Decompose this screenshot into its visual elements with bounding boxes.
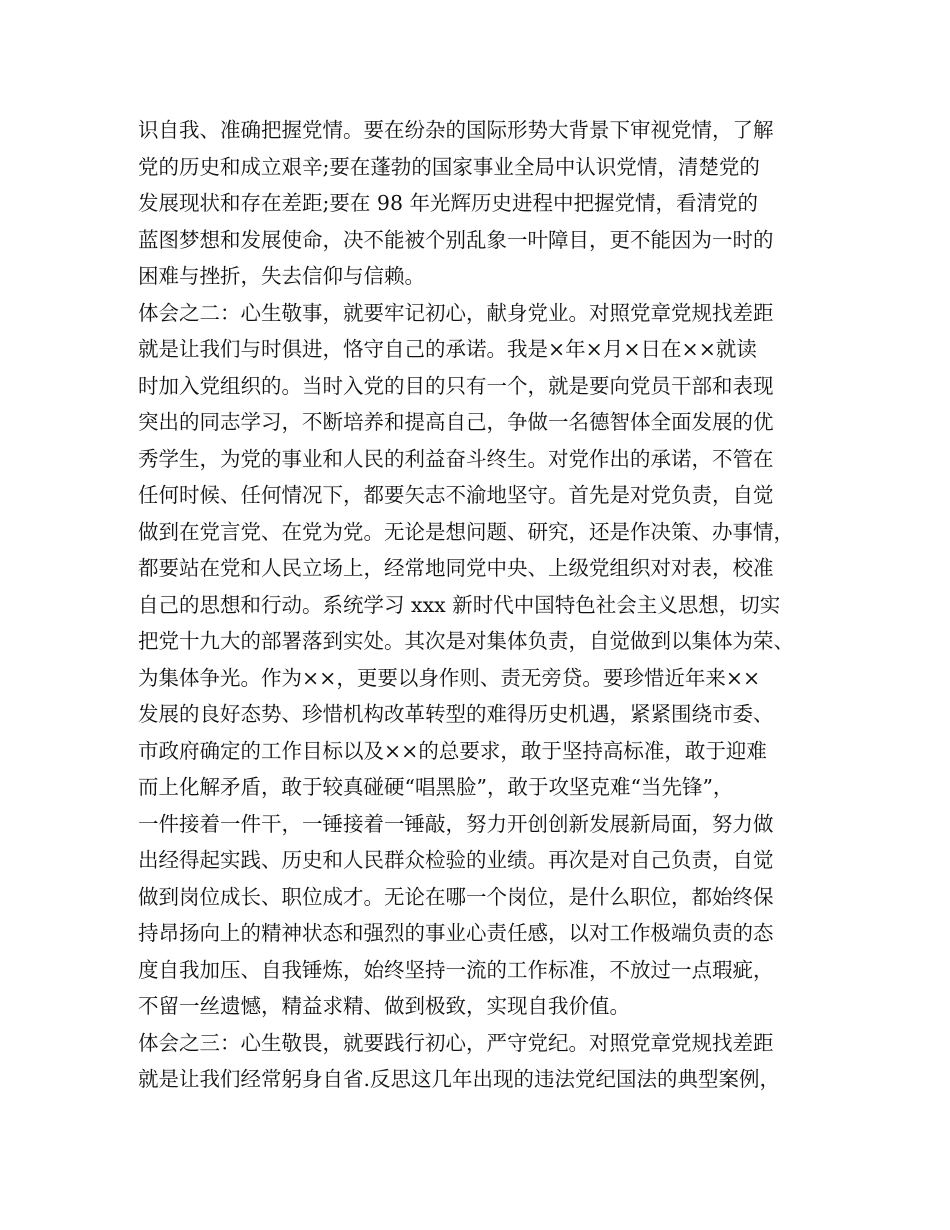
- text-line: 而上化解矛盾，敢于较真碰硬“唱黑脸”，敢于攻坚克难“当先锋”，: [138, 775, 734, 799]
- body-text: [138, 112, 828, 1098]
- text-line: 不留一丝遗憾，精益求精、做到极致，实现自我价值。: [138, 994, 630, 1018]
- text-line: 一件接着一件干，一锤接着一锤敲，努力开创创新发展新局面，努力做: [138, 811, 774, 836]
- text-line: 蓝图梦想和发展使命，决不能被个别乱象一叶障目，更不能因为一时的: [138, 227, 774, 252]
- text-line: 出经得起实践、历史和人民群众检验的业绩。再次是对自己负责，自觉: [138, 848, 774, 872]
- text-line: 做到岗位成长、职位成才。无论在哪一个岗位，是什么职位，都始终保: [138, 884, 774, 909]
- text-line: 体会之二：心生敬事，就要牢记初心，献身党业。对照党章党规找差距: [138, 300, 774, 325]
- text-line: 困难与挫折，失去信仰与信赖。: [138, 264, 425, 288]
- text-line: 秀学生，为党的事业和人民的利益奋斗终生。对党作出的承诺，不管在: [138, 446, 774, 471]
- text-line: 就是让我们与时俱进，恪守自己的承诺。我是×年×月×日在××就读: [138, 337, 757, 361]
- text-line: 任何时候、任何情况下，都要矢志不渝地坚守。首先是对党负责，自觉: [138, 483, 774, 507]
- text-line: 持昂扬向上的精神状态和强烈的事业心责任感，以对工作极端负责的态: [138, 921, 774, 945]
- text-line: 发展现状和存在差距;要在 98 年光辉历史进程中把握党情，看清党的: [138, 191, 759, 215]
- text-line: 时加入党组织的。当时入党的目的只有一个，就是要向党员干部和表现: [138, 373, 774, 398]
- text-line: 自己的思想和行动。系统学习 xxx 新时代中国特色社会主义思想，切实: [138, 592, 781, 617]
- text-line: 突出的同志学习，不断培养和提高自己，争做一名德智体全面发展的优: [138, 410, 774, 434]
- text-line: 都要站在党和人民立场上，经常地同党中央、上级党组织对对表，校准: [138, 556, 774, 580]
- text-line: 为集体争光。作为××，更要以身作则、责无旁贷。要珍惜近年来××: [138, 665, 761, 690]
- text-line: 市政府确定的工作目标以及××的总要求，敢于坚持高标准，敢于迎难: [138, 738, 767, 763]
- text-line: 体会之三：心生敬畏，就要践行初心，严守党纪。对照党章党规找差距: [138, 1030, 774, 1055]
- text-line: 就是让我们经常躬身自省.反思这几年出现的违法党纪国法的典型案例，: [138, 1067, 781, 1091]
- text-line: 党的历史和成立艰辛;要在蓬勃的国家事业全局中认识党情，清楚党的: [138, 154, 760, 179]
- text-line: 识自我、准确把握党情。要在纷杂的国际形势大背景下审视党情，了解: [138, 118, 774, 142]
- text-line: 做到在党言党、在党为党。无论是想问题、研究，还是作决策、办事情，: [138, 519, 794, 544]
- text-line: 把党十九大的部署落到实处。其次是对集体负责，自觉做到以集体为荣、: [138, 629, 794, 653]
- text-line: 发展的良好态势、珍惜机构改革转型的难得历史机遇，紧紧围绕市委、: [138, 702, 774, 726]
- text-line: 度自我加压、自我锤炼，始终坚持一流的工作标准，不放过一点瑕疵，: [138, 957, 774, 982]
